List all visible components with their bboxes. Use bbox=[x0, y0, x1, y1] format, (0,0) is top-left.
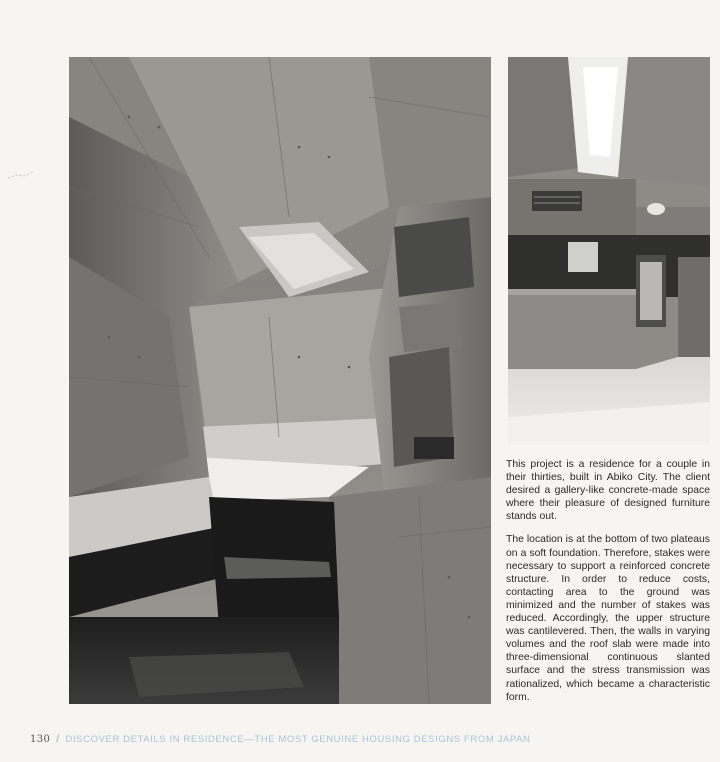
page-number: 130 bbox=[30, 733, 51, 745]
kitchen-interior-illustration bbox=[508, 57, 710, 445]
main-photo bbox=[69, 57, 491, 704]
paragraph-intro: This project is a residence for a couple in their thirties, built in Abiko City. The client desired a gallery-like concrete-made space where their pleasure of designed furniture stands out. bbox=[506, 459, 710, 523]
article-text bbox=[506, 458, 710, 714]
side-photo bbox=[508, 57, 710, 445]
footer-separator: / bbox=[56, 733, 60, 745]
running-title: DISCOVER DETAILS IN RESIDENCE—THE MOST GENUINE HOUSING DESIGNS FROM JAPAN bbox=[65, 733, 531, 745]
margin-mark bbox=[6, 168, 36, 182]
paragraph-structure: The location is at the bottom of two plateaus on a soft foundation. Therefore, stakes were necessary to support a reinforced concrete structure. In order to reduce costs, contacting area to the ground was minimized and the number of stakes was reduced. Accordingly, the upper structure was cantilevered. Then, the walls in varying volumes and the roof slab were made into three-dimensional continuous slanted surface and the stress transmission was rationalized, which became a characteristic form. bbox=[506, 534, 710, 703]
page-footer bbox=[30, 731, 531, 747]
concrete-interior-illustration bbox=[69, 57, 491, 704]
